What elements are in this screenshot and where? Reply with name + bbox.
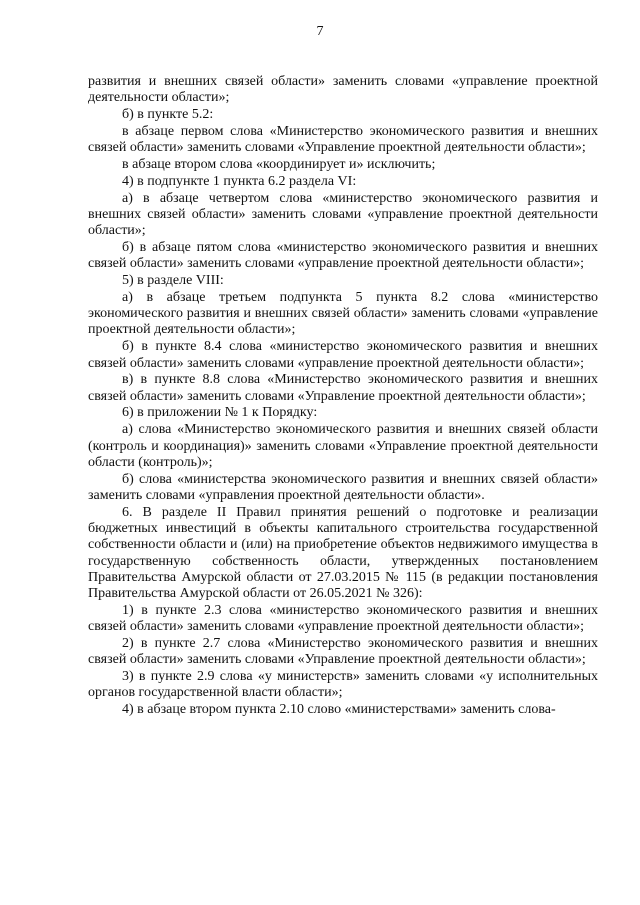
page-number: 7 bbox=[316, 24, 324, 39]
paragraph: в абзаце первом слова «Министерство экономического развития и внешних связей области» заменить словами «Управление проектной деятельности области»; bbox=[88, 123, 598, 156]
paragraph: 3) в пункте 2.9 слова «у министерств» заменить словами «у исполнительных органов государственной власти области»; bbox=[88, 669, 598, 701]
paragraph: б) в абзаце пятом слова «министерство экономического развития и внешних связей области» заменить словами «управление проектной деятельности области»; bbox=[88, 239, 598, 272]
paragraph: 1) в пункте 2.3 слова «министерство экономического развития и внешних связей области» заменить словами «управление проектной деятельности области»; bbox=[88, 603, 598, 635]
paragraph: 5) в разделе VIII: bbox=[122, 273, 224, 289]
paragraph: 2) в пункте 2.7 слова «Министерство экономического развития и внешних связей области» заменить словами «Управление проектной деятельности области»; bbox=[88, 636, 598, 668]
document-body bbox=[88, 74, 598, 719]
paragraph: а) в абзаце третьем подпункта 5 пункта 8.2 слова «министерство экономического развития и внешних связей области» заменить словами «управление проектной деятельности области»; bbox=[88, 289, 598, 338]
paragraph: 4) в подпункте 1 пункта 6.2 раздела VI: bbox=[122, 173, 357, 189]
paragraph: б) слова «министерства экономического развития и внешних связей области» заменить словами «управления проектной деятельности области». bbox=[88, 471, 598, 503]
paragraph: б) в пункте 8.4 слова «министерство экономического развития и внешних связей области» заменить словами «управление проектной деятельности области»; bbox=[88, 339, 598, 371]
paragraph: 4) в абзаце втором пункта 2.10 слово «министерствами» заменить слова- bbox=[122, 702, 556, 718]
paragraph: 6. В разделе II Правил принятия решений о подготовке и реализации бюджетных инвестиций в объекты капитального строительства государственной собственности области и (или) на приобретение объектов недвижимого имущества в государственную собственность области, утвержденных постановлением Правительства Амурской области от 27.03.2015 № 115 (в редакции постановления Правительства Амурской области от 26.05.2021 № 326): bbox=[88, 504, 598, 602]
paragraph: а) в абзаце четвертом слова «министерство экономического развития и внешних связей области» заменить словами «управление проектной деятельности области»; bbox=[88, 190, 598, 239]
paragraph: развития и внешних связей области» заменить словами «управление проектной деятельности области»; bbox=[88, 74, 598, 106]
paragraph: а) слова «Министерство экономического развития и внешних связей области (контроль и координация)» заменить словами «Управление проектной деятельности области (контроль)»; bbox=[88, 422, 598, 470]
paragraph: 6) в приложении № 1 к Порядку: bbox=[122, 405, 318, 421]
paragraph: в абзаце втором слова «координирует и» исключить; bbox=[122, 156, 436, 172]
paragraph: б) в пункте 5.2: bbox=[122, 107, 214, 123]
paragraph: в) в пункте 8.8 слова «Министерство экономического развития и внешних связей области» заменить словами «Управление проектной деятельности области»; bbox=[88, 372, 598, 404]
